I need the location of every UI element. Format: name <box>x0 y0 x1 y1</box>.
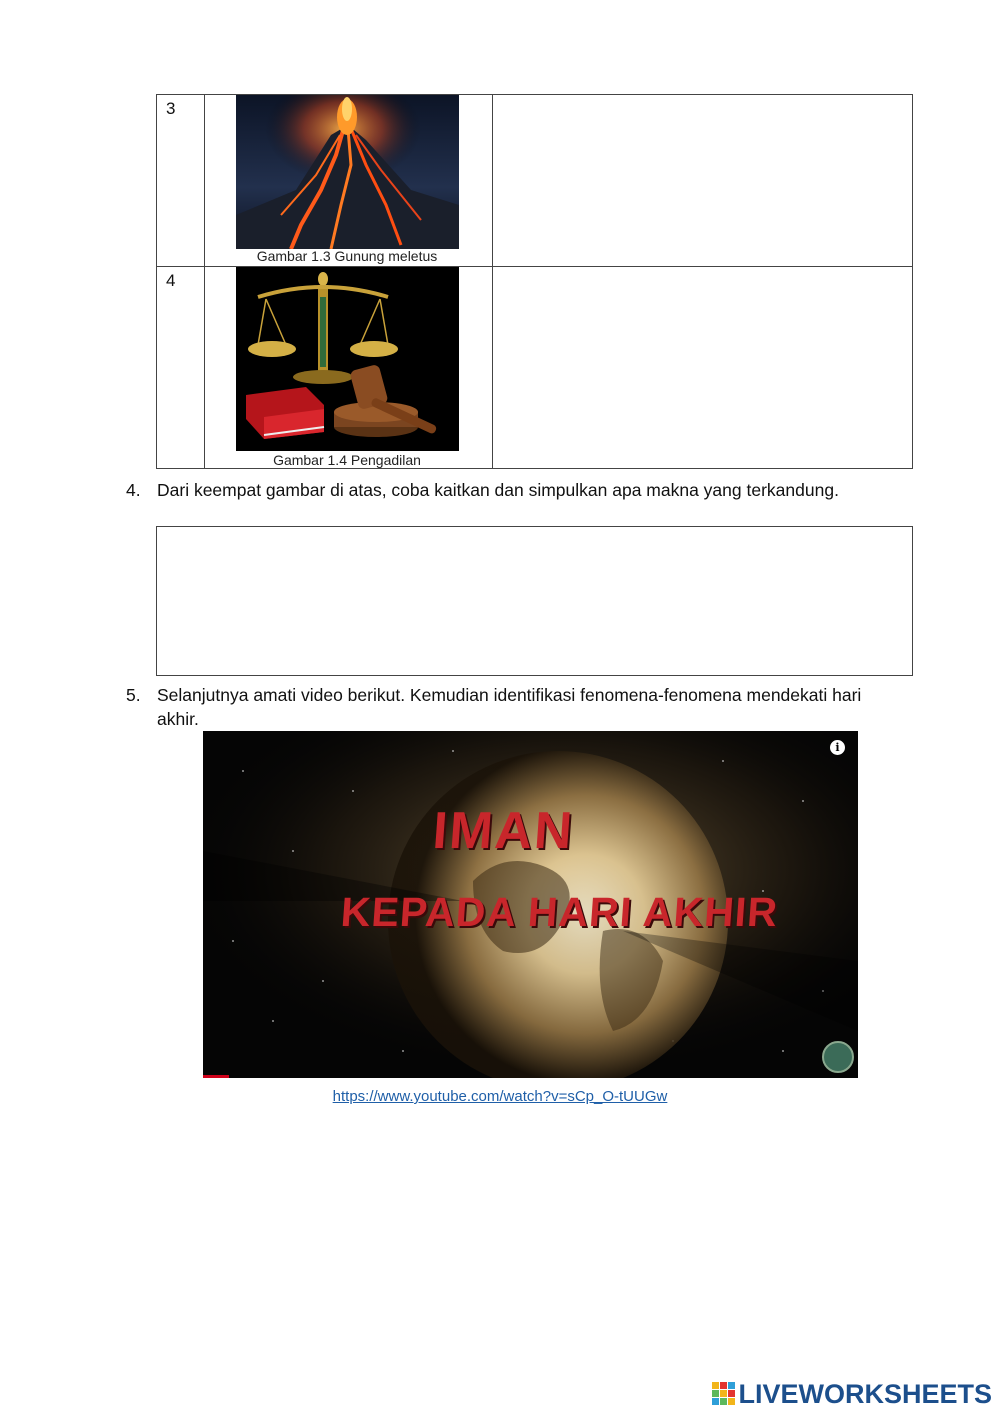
liveworksheets-logo <box>712 1378 992 1410</box>
image-caption: Gambar 1.3 Gunung meletus <box>256 248 438 264</box>
question-5 <box>126 683 916 731</box>
info-icon[interactable]: i <box>830 740 845 755</box>
answer-box-4[interactable] <box>156 526 913 676</box>
question-text: Dari keempat gambar di atas, coba kaitkan dan simpulkan apa makna yang terkandung. <box>157 480 839 500</box>
column-divider <box>204 95 205 468</box>
video-progress-bar[interactable] <box>203 1075 229 1078</box>
image-table <box>156 94 913 469</box>
court-image <box>236 267 459 451</box>
video-player[interactable] <box>203 731 858 1078</box>
channel-avatar-icon <box>822 1041 854 1073</box>
answer-cell-4[interactable] <box>493 267 912 468</box>
video-link-container <box>0 1088 1000 1105</box>
volcano-image <box>236 95 459 249</box>
video-url-link[interactable]: https://www.youtube.com/watch?v=sCp_O-tUUGw <box>332 1088 668 1105</box>
video-title-line1: IMAN <box>430 802 576 860</box>
row-number: 3 <box>166 99 176 118</box>
question-4 <box>126 478 916 504</box>
question-text: Selanjutnya amati video berikut. Kemudian identifikasi fenomena-fenomena mendekati hari akhir. <box>157 685 862 729</box>
answer-cell-3[interactable] <box>493 95 912 266</box>
logo-blocks-icon <box>712 1382 736 1406</box>
brand-name: LIVEWORKSHEETS <box>738 1378 992 1409</box>
question-number: 5. <box>126 685 141 705</box>
video-title-line2: KEPADA HARI AKHIR <box>339 889 780 935</box>
row-number: 4 <box>166 271 176 290</box>
image-caption: Gambar 1.4 Pengadilan <box>273 452 421 468</box>
question-number: 4. <box>126 480 141 500</box>
